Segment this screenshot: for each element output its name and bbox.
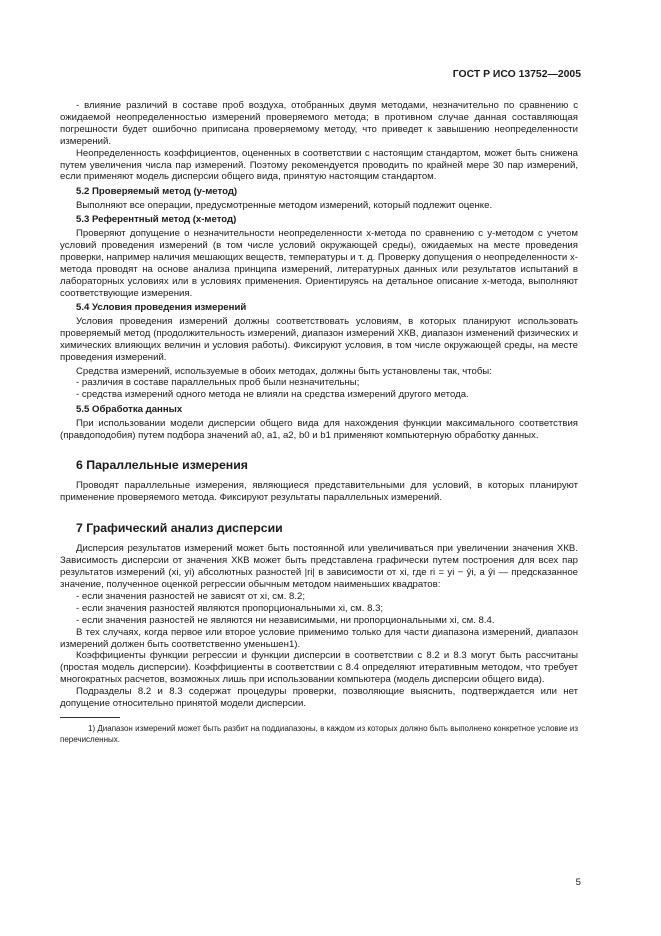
paragraph: Проверяют допущение о незначительности неопределенности x-метода по сравнению с y-методом с учетом условий проведения измерений (в том числе условий окружающей среды), ожидаемых на месте проведения проверки, например наличия мешающих веществ, температуры и т. д. Проверку допущения о неопределенности x-метода проводят на основе анализа принципа измерений, литературных данных или результатов испытаний в лабораторных условиях или в условиях применения. Ориентируясь на детальное описание x-метода, выполняют соответствующие измерения. [60,228,578,299]
paragraph: При использовании модели дисперсии общего вида для нахождения функции максимального соответствия (правдоподобия) путем подбора значений a0, a1, a2, b0 и b1 применяют компьютерную обработку данных. [60,417,578,441]
paragraph: - влияние различий в составе проб воздуха, отобранных двумя методами, незначительно по сравнению с ожидаемой неопределенностью измерений проверяемого метода; в противном случае данная составляющая погрешности будет ошибочно приписана проверяемому методу, что приведет к завышению неопределенности измерений. [60,100,578,147]
list-item: - если значения разностей не зависят от xi, см. 8.2; [76,590,306,602]
paragraph: Проводят параллельные измерения, являющиеся представительными для условий, в которых планируют применение проверяемого метода. Фиксируют результаты параллельных измерений. [60,480,578,504]
list-item: - если значения разностей не являются ни независимыми, ни пропорциональными xi, см. 8.4. [76,614,495,626]
paragraph: Дисперсия результатов измерений может быть постоянной или увеличиваться при увеличении значения ХКВ. Зависимость дисперсии от значения ХКВ может быть представлена графически путем построения для всех пар результатов измерений (xi, yi) абсолютных разностей |ri| в зависимости от xi, где ri = yi − ŷi, а ŷi — предсказанное значение, полученное оценкой регрессии обычным методом наименьших квадратов: [60,543,578,590]
paragraph: Неопределенность коэффициентов, оцененных в соответствии с настоящим стандартом, может быть снижена путем увеличения числа пар измерений. Поэтому рекомендуется проводить по крайней мере 30 пар измерений, если применяют модель дисперсии общего вида, принятую настоящим стандартом. [60,147,578,183]
paragraph: Условия проведения измерений должны соответствовать условиям, в которых планируют использовать проверяемый метод (продолжительность измерений, диапазон измерений ХКВ, диапазон изменений физических и химических влияющих величин и условия работы). Фиксируют условия, в том числе окружающей среды, на месте проведения измерений. [60,315,578,363]
footnote: 1) Диапазон измерений может быть разбит на поддиапазоны, в каждом из которых должно быть выполнено конкретное условие из перечисленных. [60,723,578,744]
paragraph: В тех случаях, когда первое или второе условие применимо только для части диапазона измерений, диапазон измерений должен быть соответственно уменьшен1). [60,626,578,650]
paragraph: Подразделы 8.2 и 8.3 содержат процедуры проверки, позволяющие выяснить, подтверждается или нет допущение относительно принятой модели дисперсии. [60,686,578,710]
paragraph: Выполняют все операции, предусмотренные методом измерений, который подлежит оценке. [76,199,493,211]
subsection-heading: 5.5 Обработка данных [76,403,183,415]
section-heading: 6 Параллельные измерения [76,458,248,473]
paragraph: Средства измерений, используемые в обоих методах, должны быть установлены так, чтобы: [76,365,492,377]
list-item: - если значения разностей являются пропорциональными xi, см. 8.3; [76,602,384,614]
subsection-heading: 5.4 Условия проведения измерений [76,302,247,313]
standard-code-header: ГОСТ Р ИСО 13752—2005 [452,69,581,80]
list-item: - различия в составе параллельных проб были незначительны; [76,377,360,389]
footnote-divider [60,717,120,718]
paragraph: Коэффициенты функции регрессии и функции дисперсии в соответствии с 8.2 и 8.3 могут быть рассчитаны (простая модель дисперсии). Коэффициенты в соответствии с 8.4 определяют итеративным методом, что требует многократных расчетов, возможных лишь при использовании компьютера (модель дисперсии общего вида). [60,650,578,686]
list-item: - средства измерений одного метода не влияли на средства измерений другого метода. [76,389,469,401]
page-number: 5 [575,877,581,888]
main-content [60,100,578,745]
subsection-heading: 5.2 Проверяемый метод (y-метод) [76,185,238,197]
subsection-heading: 5.3 Референтный метод (x-метод) [76,214,237,226]
section-heading: 7 Графический анализ дисперсии [76,521,283,536]
